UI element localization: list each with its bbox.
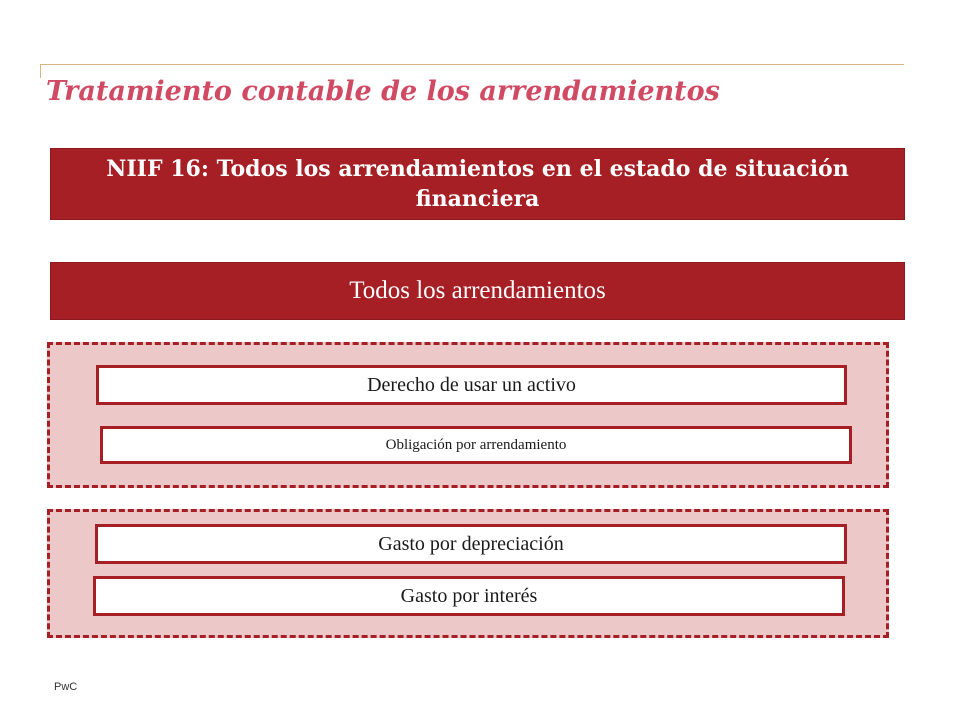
top-rule [40,64,904,65]
all-leases-banner [50,262,905,320]
balance-sheet-group [47,342,889,488]
ifrs16-banner-text: NIIF 16: Todos los arrendamientos en el estado de situación financiera [106,156,849,212]
interest-expense-label: Gasto por interés [400,584,538,607]
depreciation-expense-label: Gasto por depreciación [378,532,564,555]
lease-liability-box [100,426,852,464]
right-of-use-asset-label: Derecho de usar un activo [367,373,576,396]
all-leases-banner-text: Todos los arrendamientos [349,277,606,304]
lease-liability-label: Obligación por arrendamiento [385,436,567,453]
top-rule-tick [40,64,41,78]
slide-title: Tratamiento contable de los arrendamientos [46,76,720,107]
footer-brand: PwC [54,681,78,693]
depreciation-expense-box [95,524,847,564]
ifrs16-banner [50,148,905,220]
interest-expense-box [93,576,845,616]
right-of-use-asset-box [96,365,847,405]
